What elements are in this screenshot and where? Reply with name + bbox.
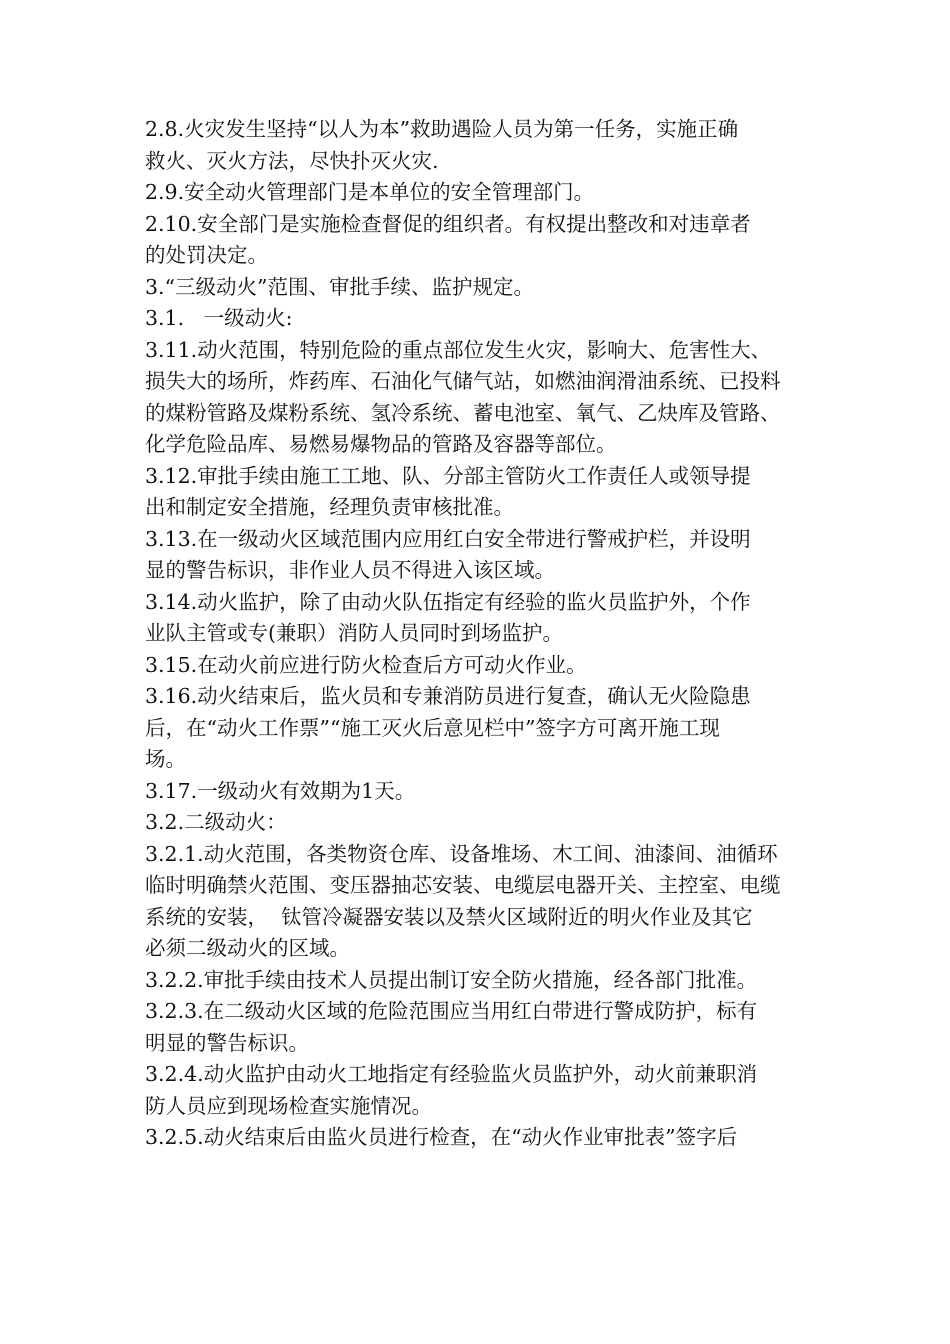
text-line: 救火、灭火方法，尽快扑灭火灾. (145, 148, 439, 173)
text-line: 3.11.动火范围，特别危险的重点部位发生火灾，影响大、危害性大、 (145, 337, 772, 362)
text-line: 3.2.二级动火： (145, 810, 287, 834)
text-line: 3.17.一级动火有效期为1天。 (145, 778, 416, 803)
text-line: 3.2.4.动火监护由动火工地指定有经验监火员监护外，动火前兼职消 (145, 1062, 758, 1086)
text-line: 系统的安装， 钛管冷凝器安装以及禁火区域附近的明火作业及其它 (145, 904, 753, 929)
text-line: 必须二级动火的区域。 (145, 936, 350, 960)
text-line: 3.12.审批手续由施工工地、队、分部主管防火工作责任人或领导提 (145, 463, 751, 488)
text-line: 2.9.安全动火管理部门是本单位的安全管理部门。 (145, 180, 595, 204)
text-line: 3.13.在一级动火区域范围内应用红白安全带进行警戒护栏，并设明 (145, 526, 751, 551)
document-body (145, 114, 809, 1154)
text-line: 临时明确禁火范围、变压器抽芯安装、电缆层电器开关、主控室、电缆 (145, 873, 781, 897)
text-line: 3.14.动火监护，除了由动火队伍指定有经验的监火员监护外，个作 (145, 589, 751, 614)
text-line: 业队主管或专(兼职）消防人员同时到场监护。 (145, 621, 563, 645)
text-line: 显的警告标识，非作业人员不得进入该区域。 (145, 558, 555, 582)
text-line: 3.1. 一级动火: (145, 306, 293, 330)
text-line: 的煤粉管路及煤粉系统、氢冷系统、蓄电池室、氧气、乙炔库及管路、 (145, 400, 781, 425)
text-line: 防人员应到现场检查实施情况。 (145, 1093, 432, 1118)
text-line: 3.16.动火结束后，监火员和专兼消防员进行复查，确认无火险隐患 (145, 684, 751, 708)
text-line: 损失大的场所，炸药库、石油化气储气站，如燃油润滑油系统、已投料 (145, 369, 781, 393)
text-line: 2.8.火灾发生坚持“以人为本”救助遇险人员为第一任务，实施正确 (145, 117, 739, 141)
text-line: 3.2.1.动火范围，各类物资仓库、设备堆场、木工间、油漆间、油循环 (145, 841, 778, 866)
text-line: 3.2.2.审批手续由技术人员提出制订安全防火措施，经各部门批准。 (145, 967, 758, 992)
text-line: 明显的警告标识。 (145, 1030, 309, 1055)
text-line: 后，在“动火工作票”“施工灭火后意见栏中”签字方可离开施工现 (145, 715, 720, 740)
text-line: 2.10.安全部门是实施检查督促的组织者。有权提出整改和对违章者 (145, 211, 751, 236)
text-line: 3.2.5.动火结束后由监火员进行检查，在“动火作业审批表”签字后 (145, 1125, 738, 1149)
text-line: 场。 (145, 747, 186, 771)
text-line: 出和制定安全措施，经理负责审核批准。 (145, 495, 514, 519)
text-line: 3.2.3.在二级动火区域的危险范围应当用红白带进行警成防护，标有 (145, 999, 758, 1023)
text-line: 化学危险品库、易燃易爆物品的管路及容器等部位。 (145, 432, 617, 456)
text-line: 3.15.在动火前应进行防火检查后方可动火作业。 (145, 652, 587, 677)
text-line: 的处罚决定。 (145, 243, 268, 267)
text-line: 3.“三级动火”范围、审批手续、监护规定。 (145, 274, 535, 299)
